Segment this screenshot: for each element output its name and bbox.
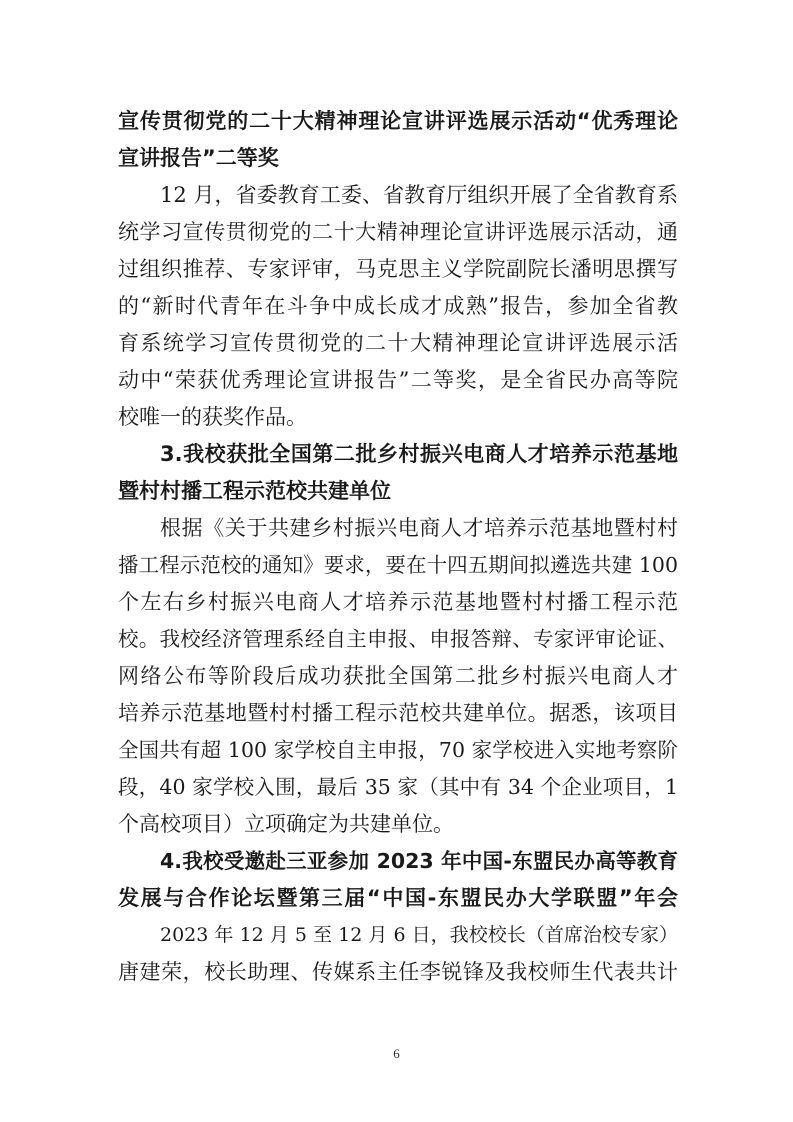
section2-heading-line-2: 宣讲报告”二等奖 [118, 146, 279, 170]
section3-paragraph-line-6: 培养示范基地暨村村播工程示范校共建单位。据悉，该项目 [118, 701, 678, 725]
section3-paragraph-line-4: 校。我校经济管理系经自主申报、申报答辩、专家评审论证、 [118, 627, 678, 651]
section3-paragraph-line-5: 网络公布等阶段后成功获批全国第二批乡村振兴电商人才 [118, 664, 678, 688]
section2-heading-line-1: 宣传贯彻党的二十大精神理论宣讲评选展示活动“优秀理论 [118, 109, 678, 133]
section3-paragraph-line-1: 根据《关于共建乡村振兴电商人才培养示范基地暨村村 [160, 516, 678, 540]
section3-heading-line-1: 3.我校获批全国第二批乡村振兴电商人才培养示范基地 [160, 442, 678, 466]
section3-paragraph-line-8: 段，40 家学校入围，最后 35 家（其中有 34 个企业项目，1 [118, 775, 678, 799]
section2-paragraph-line-4: 的“新时代青年在斗争中成长成才成熟”报告，参加全省教 [118, 294, 678, 318]
section3-paragraph-line-2: 播工程示范校的通知》要求，要在十四五期间拟遴选共建 100 [118, 553, 678, 577]
section4-paragraph-line-1: 2023 年 12 月 5 至 12 月 6 日，我校校长（首席治校专家） [160, 924, 678, 946]
section4-heading-line-1: 4.我校受邀赴三亚参加 2023 年中国-东盟民办高等教育 [160, 849, 678, 873]
section3-heading-line-2: 暨村村播工程示范校共建单位 [118, 479, 391, 503]
section2-paragraph-line-5: 育系统学习宣传贯彻党的二十大精神理论宣讲评选展示活 [118, 331, 678, 355]
section4-paragraph-line-2: 唐建荣，校长助理、传媒系主任李锐锋及我校师生代表共计 [118, 960, 678, 984]
section2-paragraph-line-1: 12 月，省委教育工委、省教育厅组织开展了全省教育系 [160, 183, 678, 207]
section3-paragraph-line-9: 个高校项目）立项确定为共建单位。 [118, 812, 454, 836]
section3-paragraph-line-3: 个左右乡村振兴电商人才培养示范基地暨村村播工程示范 [118, 590, 678, 614]
section2-paragraph-line-6: 动中“荣获优秀理论宣讲报告”二等奖，是全省民办高等院 [118, 368, 678, 392]
page-number: 6 [393, 1046, 400, 1061]
section3-paragraph-line-7: 全国共有超 100 家学校自主申报，70 家学校进入实地考察阶 [118, 738, 678, 762]
section4-heading-line-2: 发展与合作论坛暨第三届“中国-东盟民办大学联盟”年会 [118, 886, 678, 910]
section2-paragraph-line-7: 校唯一的获奖作品。 [118, 405, 307, 429]
section2-paragraph-line-2: 统学习宣传贯彻党的二十大精神理论宣讲评选展示活动，通 [118, 220, 678, 244]
section2-paragraph-line-3: 过组织推荐、专家评审，马克思主义学院副院长潘明思撰写 [118, 257, 678, 281]
